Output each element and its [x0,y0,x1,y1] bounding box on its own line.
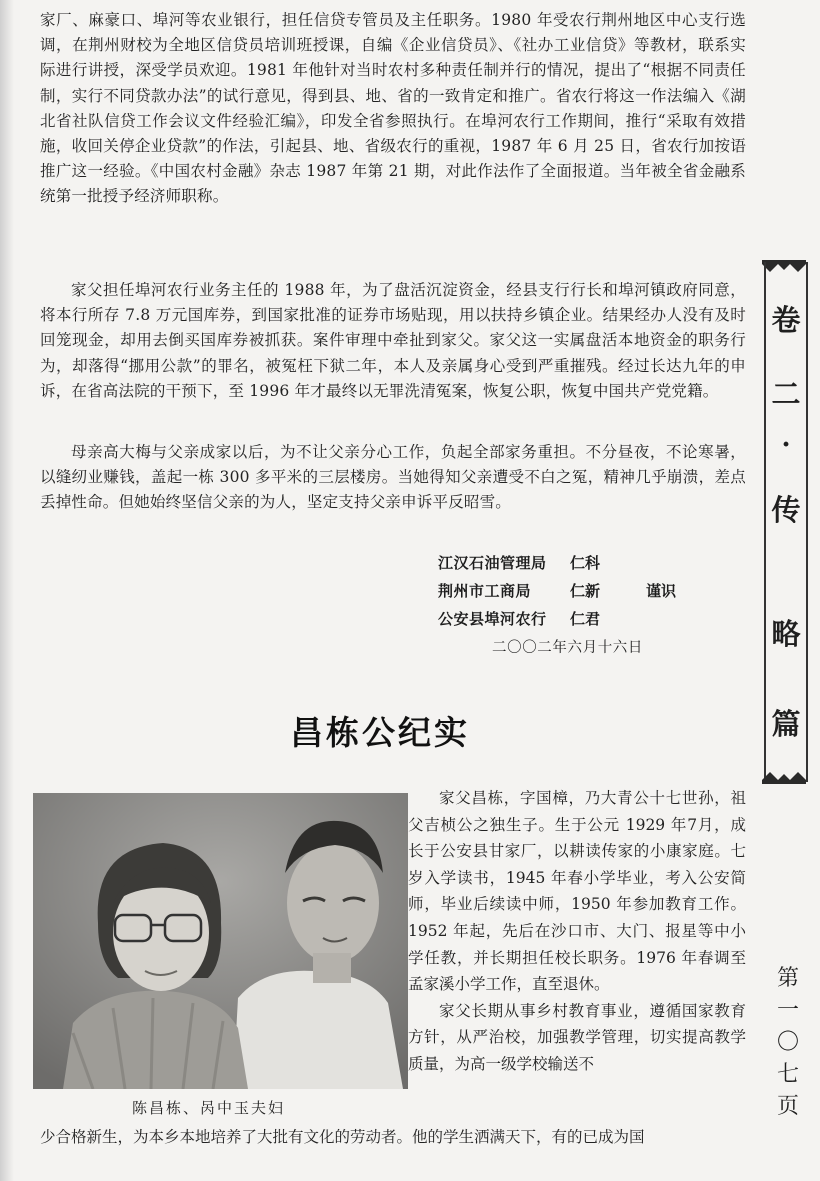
continuation-line: 少合格新生，为本乡本地培养了大批有文化的劳动者。他的学生洒满天下，有的已成为国 [40,1128,645,1146]
paragraph-mother: 母亲高大梅与父亲成家以后，为不让父亲分心工作，负起全部家务重担。不分昼夜，不论寒暑，以缝纫业赚钱，盖起一栋 300 多平米的三层楼房。当她得知父亲遭受不白之冤，精神几乎崩溃，差点丢掉性命。但她始终坚信父亲的为人，坚定支持父亲申诉平反昭雪。 [40,443,746,512]
signature-line [438,549,600,577]
signature-block [438,549,677,633]
signature-date: 二〇〇二年六月十六日 [492,640,643,656]
paragraph-career: 家厂、麻豪口、埠河等农业银行，担任信贷专管员及主任职务。1980 年受农行荆州地区中心支行选调，在荆州财校为全地区信贷员培训班授课，自编《企业信贷员》、《社办工业信贷》等教材，联系实际进行讲授，深受学员欢迎。1981 年他针对当时农村多种责任制并行的情况，提出了“根据不同责任制，实行不同贷款办法”的试行意见，得到县、地、省的一致肯定和推广。省农行将这一作法编入《湖北省社队信贷工作会议文件经验汇编》，印发全省参照执行。在埠河农行工作期间，推行“采取有效措施，收回关停企业贷款”的作法，引起县、地、省级农行的重视，1987 年 6 月 25 日，省农行加按语推广这一经验。《中国农村金融》杂志 1987 年第 21 期，对此作法作了全面报道。当年被全省金融系统第一批授予经济师职称。 [40,11,746,206]
banner-char: 略 [771,617,801,651]
signature-name: 仁君 [570,610,601,628]
banner-char: 传 [771,493,801,527]
signature-org: 荆州市工商局 [438,582,532,600]
signature-line [438,605,600,633]
paragraph-education: 家父长期从事乡村教育事业，遵循国家教育方针，从严治校，加强教学管理，切实提高教学质量，为高一级学校输送不 [408,1001,746,1073]
banner-bottom-ornament [762,772,806,784]
couple-photo [33,793,408,1089]
section-title: 昌栋公纪实 [290,713,470,752]
paragraph-biography: 家父昌栋，字国樟，乃大青公十七世孙，祖父吉桢公之独生子。生于公元 1929 年7月，成长于公安县甘家厂，以耕读传家的小康家庭。七岁入学读书，1945 年春小学毕业，考入公安简师，毕业后续读中师，1950 年参加教育工作。1952 年起，先后在沙口市、大门、报星等中小学任教，并长期担任校长职务。1976 年春调至孟家溪小学工作，直至退休。 [408,789,746,994]
page-number-char: 页 [776,1094,799,1119]
right-column-text [408,785,746,1078]
signature-note: 谨识 [646,582,677,600]
banner-char: 卷 [771,303,801,337]
banner-char: 二 [771,377,801,411]
page-gutter-shadow [0,0,14,1181]
paragraph-case: 家父担任埠河农行业务主任的 1988 年，为了盘活沉淀资金，经县支行行长和埠河镇政府同意，将本行所存 7.8 万元国库券，到国家批准的证券市场贴现，用以扶持乡镇企业。结果经办人没有及时回笼现金，却用去倒买国库券被抓获。案件审理中牵扯到家父。家父这一实属盘活本地资金的职务行为，却落得“挪用公款”的罪名，被冤枉下狱二年，本人及亲属身心受到严重摧残。经过长达九年的申诉，在省高法院的干预下，至 1996 年才最终以无罪洗清冤案，恢复公职，恢复中国共产党党籍。 [40,281,746,400]
signature-name: 仁新 [570,582,601,600]
page-number-char: 七 [776,1062,799,1087]
page-number-char: 〇 [776,1030,799,1055]
page-number-char: 一 [776,998,799,1023]
photo-caption: 陈昌栋、呙中玉夫妇 [132,1099,286,1117]
banner-char: 篇 [771,707,801,741]
signature-line [438,577,677,605]
page-number [768,963,808,1123]
side-banner [764,262,808,782]
signature-org: 江汉石油管理局 [438,554,547,572]
signature-org: 公安县埠河农行 [438,610,547,628]
signature-name: 仁科 [570,554,601,572]
banner-char: · [781,430,791,460]
page-number-char: 第 [776,966,799,991]
